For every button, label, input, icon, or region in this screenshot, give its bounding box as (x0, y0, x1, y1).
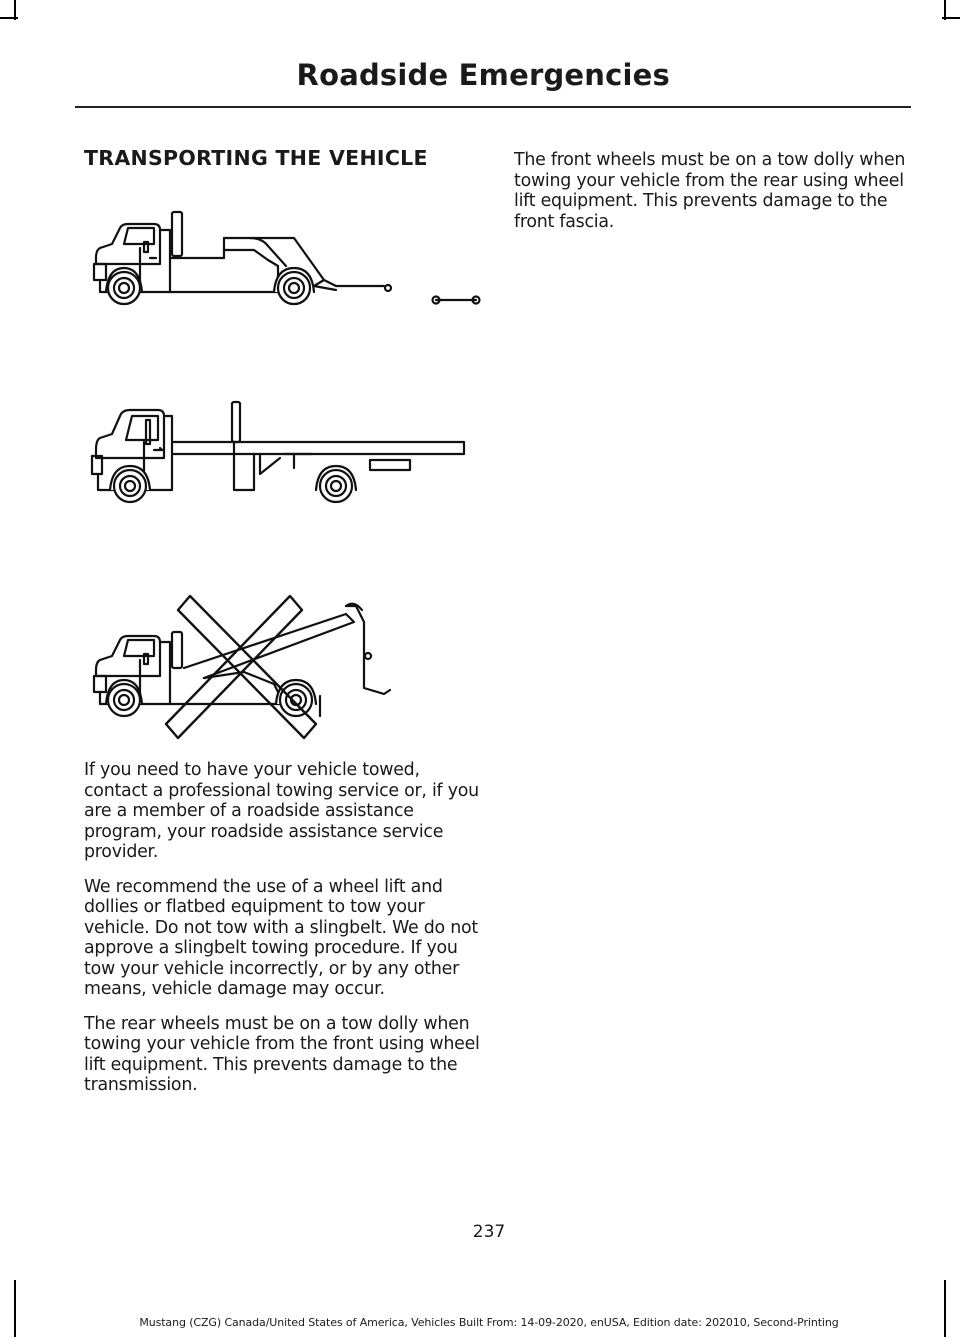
page-footer: Mustang (CZG) Canada/United States of America, Vehicles Built From: 14-09-2020, enUSA, Edition date: 202010, Second-Printing (139, 1316, 839, 1329)
section-heading: TRANSPORTING THE VEHICLE (84, 146, 428, 170)
paragraph: If you need to have your vehicle towed, contact a professional towing service or, if you are a member of a roadside assistance program, your roadside assistance service provider. (84, 760, 479, 862)
flatbed-tow-truck-icon (84, 398, 484, 518)
paragraph: The rear wheels must be on a tow dolly when towing your vehicle from the front using wheel lift equipment. This prevents damage to the transmission. (84, 1013, 480, 1095)
paragraph: We recommend the use of a wheel lift and dollies or flatbed equipment to tow your vehicle. Do not tow with a slingbelt. We do not approve a slingbelt towing procedure. If you tow your vehicle incorrectly, or by any other means, vehicle damage may occur. (84, 876, 478, 999)
header-divider (75, 106, 911, 108)
crop-mark (0, 17, 18, 19)
crop-mark (942, 17, 960, 19)
left-column (84, 760, 480, 1110)
slingbelt-tow-truck-crossed-out-icon (84, 592, 484, 742)
paragraph: The front wheels must be on a tow dolly when towing your vehicle from the rear using wheel lift equipment. This prevents damage to the front fascia. (514, 150, 906, 232)
wheel-lift-tow-truck-icon (84, 200, 484, 320)
page-number: 237 (472, 1222, 506, 1242)
page-header-title: Roadside Emergencies (296, 58, 670, 92)
right-column (514, 150, 910, 246)
